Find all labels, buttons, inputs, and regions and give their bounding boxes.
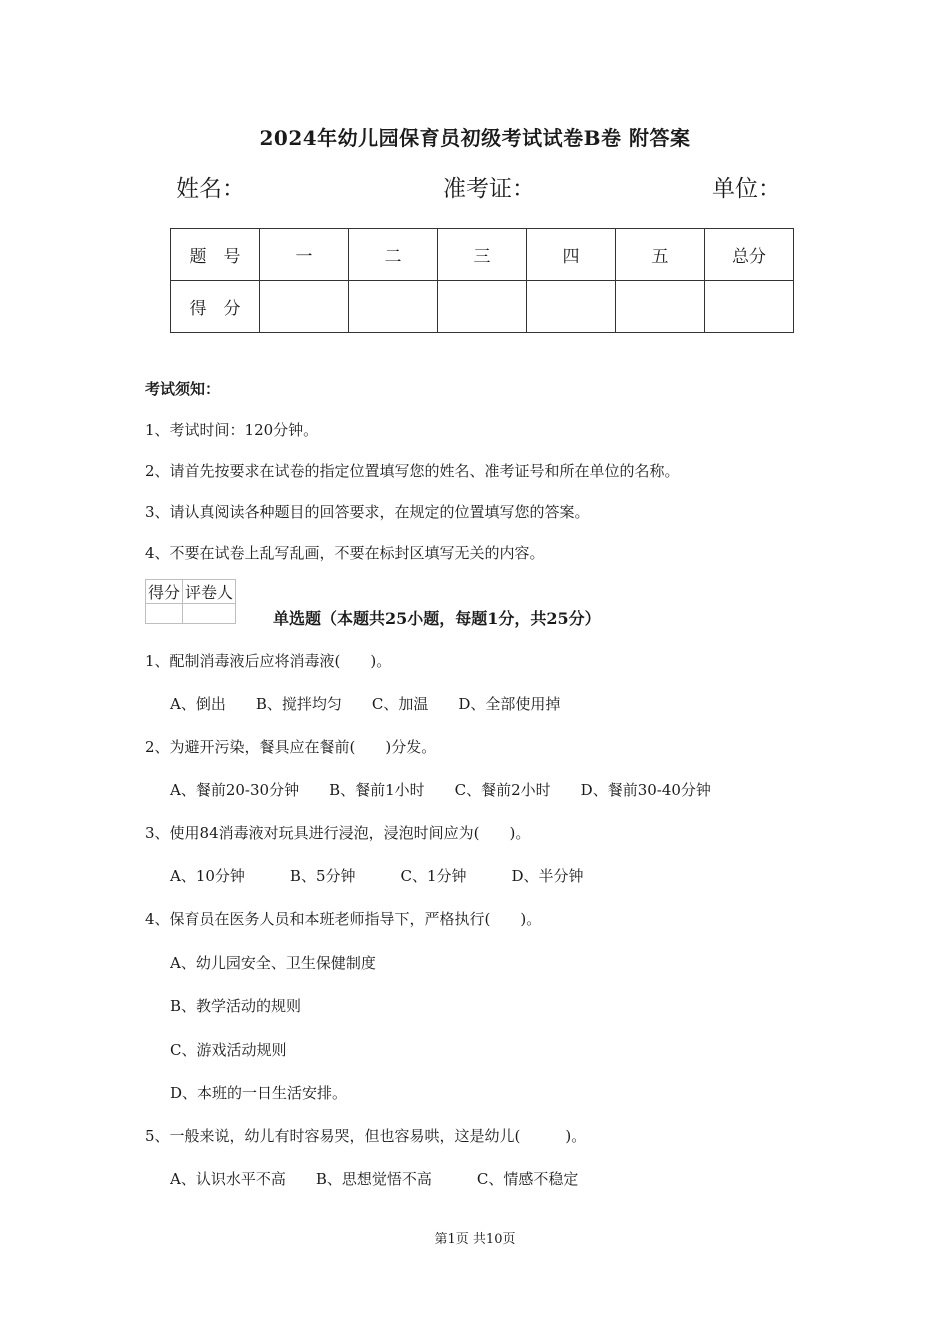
score-cell — [527, 281, 616, 333]
score-header-cell: 三 — [438, 229, 527, 281]
score-cell — [349, 281, 438, 333]
grader-box — [145, 579, 236, 624]
score-header-cell: 四 — [527, 229, 616, 281]
question-option: D、本班的一日生活安排。 — [170, 1084, 348, 1102]
score-cell — [438, 281, 527, 333]
notice-item: 4、不要在试卷上乱写乱画，不要在标封区填写无关的内容。 — [145, 544, 545, 562]
score-header-cell: 题 号 — [171, 229, 260, 281]
name-label: 姓名： — [176, 176, 245, 202]
notice-item: 1、考试时间：120分钟。 — [145, 421, 319, 439]
question-options: A、倒出 B、搅拌均匀 C、加温 D、全部使用掉 — [170, 695, 561, 713]
grader-score-label: 得分 — [146, 580, 183, 604]
score-cell — [260, 281, 349, 333]
question-stem: 3、使用84消毒液对玩具进行浸泡，浸泡时间应为( )。 — [145, 824, 531, 842]
score-header-cell: 一 — [260, 229, 349, 281]
score-table-header-row — [171, 229, 794, 281]
question-stem: 2、为避开污染，餐具应在餐前( )分发。 — [145, 738, 437, 756]
question-option: C、游戏活动规则 — [170, 1041, 287, 1059]
score-header-cell: 总分 — [705, 229, 794, 281]
notice-title: 考试须知： — [145, 380, 221, 398]
question-option: A、幼儿园安全、卫生保健制度 — [170, 954, 376, 972]
question-stem: 4、保育员在医务人员和本班老师指导下，严格执行( )。 — [145, 910, 542, 928]
grader-name-label: 评卷人 — [183, 580, 236, 604]
unit-label: 单位： — [712, 176, 781, 202]
score-row-label: 得 分 — [171, 281, 260, 333]
exam-title: 2024年幼儿园保育员初级考试试卷B卷 附答案 — [259, 126, 691, 150]
question-options: A、餐前20-30分钟 B、餐前1小时 C、餐前2小时 D、餐前30-40分钟 — [170, 781, 711, 799]
grader-name-cell — [183, 604, 236, 624]
score-cell — [616, 281, 705, 333]
question-option: B、教学活动的规则 — [170, 997, 302, 1015]
score-header-cell: 五 — [616, 229, 705, 281]
score-table-score-row — [171, 281, 794, 333]
question-options: A、10分钟 B、5分钟 C、1分钟 D、半分钟 — [170, 867, 584, 885]
question-stem: 1、配制消毒液后应将消毒液( )。 — [145, 652, 392, 670]
notice-item: 3、请认真阅读各种题目的回答要求，在规定的位置填写您的答案。 — [145, 503, 590, 521]
section-title: 单选题（本题共25小题，每题1分，共25分） — [273, 609, 601, 628]
exam-id-label: 准考证： — [443, 176, 535, 202]
question-stem: 5、一般来说，幼儿有时容易哭，但也容易哄，这是幼儿( )。 — [145, 1127, 587, 1145]
page-footer: 第1页 共10页 — [434, 1232, 516, 1247]
question-options: A、认识水平不高 B、思想觉悟不高 C、情感不稳定 — [170, 1170, 579, 1188]
notice-item: 2、请首先按要求在试卷的指定位置填写您的姓名、准考证号和所在单位的名称。 — [145, 462, 680, 480]
score-table — [170, 228, 794, 333]
score-header-cell: 二 — [349, 229, 438, 281]
score-cell — [705, 281, 794, 333]
grader-score-cell — [146, 604, 183, 624]
